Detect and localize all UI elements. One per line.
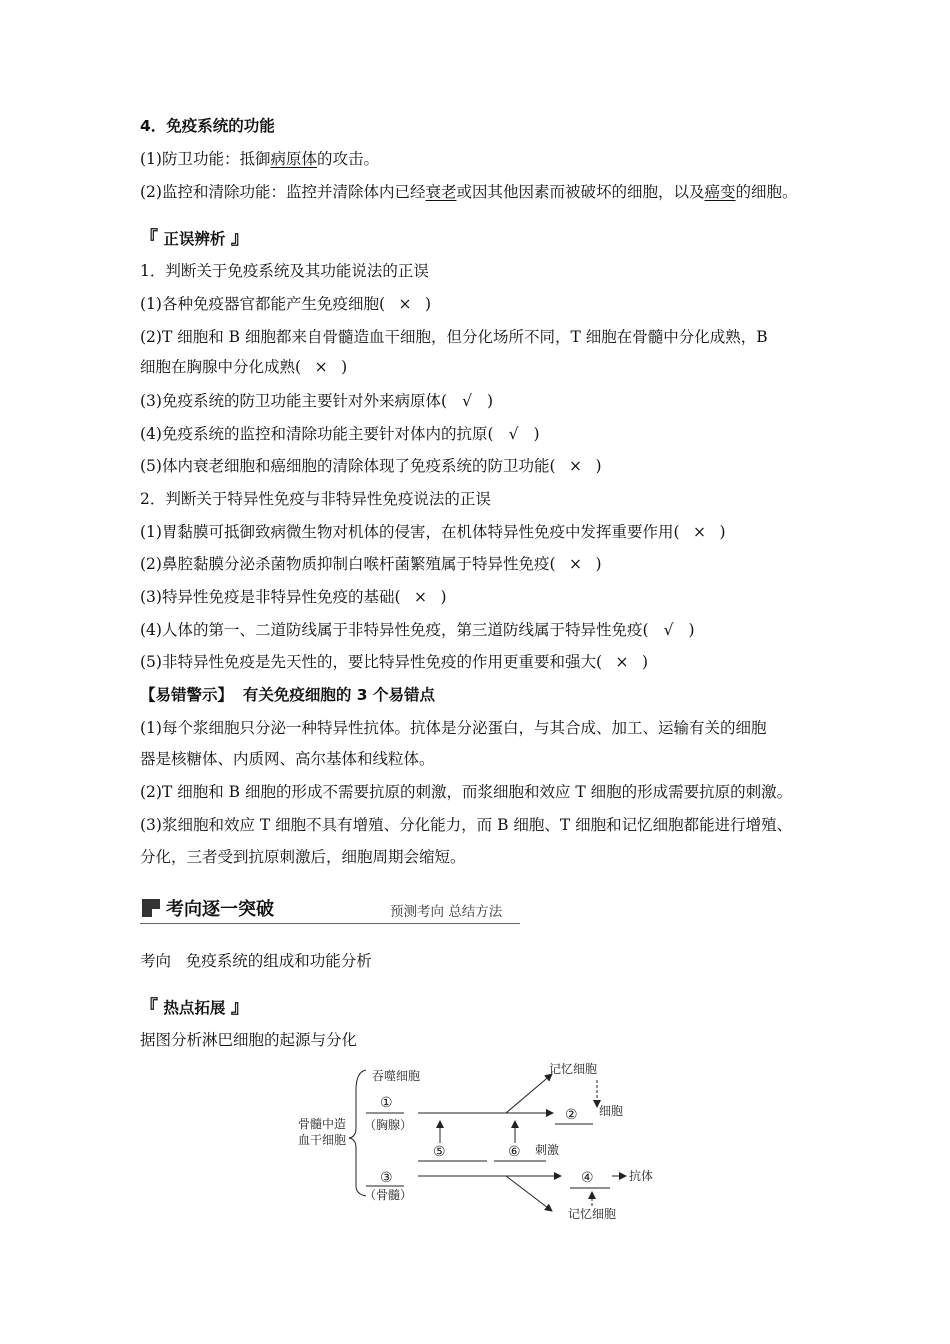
memory-cell-top: 记忆细胞 bbox=[549, 1062, 598, 1076]
node-2: ② bbox=[565, 1107, 578, 1123]
node-2-suffix: 细胞 bbox=[599, 1104, 624, 1118]
source-label: 血干细胞 bbox=[298, 1133, 347, 1147]
banner-subtitle: 预测考向 总结方法 bbox=[390, 904, 503, 920]
question-1-title: 1．判断关于免疫系统及其功能说法的正误 bbox=[140, 262, 429, 280]
phagocyte-label: 吞噬细胞 bbox=[372, 1069, 421, 1083]
correction-tag: 『 正误辨析 』 bbox=[140, 228, 249, 249]
judgement-item: (4)免疫系统的监控和清除功能主要针对体内的抗原( √ ) bbox=[140, 425, 540, 443]
section-title: 4．免疫系统的功能 bbox=[140, 117, 275, 135]
memory-cell-bottom: 记忆细胞 bbox=[568, 1207, 617, 1221]
judgement-item: (5)体内衰老细胞和癌细胞的清除体现了免疫系统的防卫功能( × ) bbox=[140, 457, 602, 475]
warning-line: (2)T 细胞和 B 细胞的形成不需要抗原的刺激，而浆细胞和效应 T 细胞的形成需要抗原的刺激。 bbox=[140, 783, 793, 801]
warning-heading: 【易错警示】 有关免疫细胞的 3 个易错点 bbox=[140, 686, 435, 704]
judgement-item: (1)各种免疫器官都能产生免疫细胞( × ) bbox=[140, 295, 432, 313]
antibody-label: 抗体 bbox=[629, 1169, 654, 1183]
node-6: ⑥ bbox=[508, 1144, 521, 1160]
source-label: 骨髓中造 bbox=[298, 1117, 347, 1131]
judgement-item: (3)免疫系统的防卫功能主要针对外来病原体( √ ) bbox=[140, 392, 494, 410]
warning-line: (1)每个浆细胞只分泌一种特异性抗体。抗体是分泌蛋白，与其合成、加工、运输有关的细胞 bbox=[140, 719, 767, 737]
hotspot-intro: 据图分析淋巴细胞的起源与分化 bbox=[140, 1031, 358, 1049]
node-1: ① bbox=[380, 1095, 393, 1111]
node-3: ③ bbox=[380, 1170, 393, 1186]
judgement-item: (5)非特异性免疫是先天性的，要比特异性免疫的作用更重要和强大( × ) bbox=[140, 653, 649, 671]
brace bbox=[349, 1070, 366, 1196]
judgement-item: (2)鼻腔黏膜分泌杀菌物质抑制白喉杆菌繁殖属于特异性免疫( × ) bbox=[140, 555, 602, 573]
node-5: ⑤ bbox=[433, 1144, 446, 1160]
topic-heading: 考向 免疫系统的组成和功能分析 bbox=[140, 952, 372, 970]
judgement-item: (4)人体的第一、二道防线属于非特异性免疫，第三道防线属于特异性免疫( √ ) bbox=[140, 621, 695, 639]
function-item-2: (2)监控和清除功能：监控并清除体内已经衰老或因其他因素而被破坏的细胞，以及癌变的细胞。 bbox=[140, 183, 798, 201]
bone-marrow-label: （骨髓） bbox=[364, 1188, 413, 1202]
warning-line: (3)浆细胞和效应 T 细胞不具有增殖、分化能力，而 B 细胞、T 细胞和记忆细胞都能进行增殖、 bbox=[140, 816, 793, 834]
warning-line: 器是核糖体、内质网、高尔基体和线粒体。 bbox=[140, 750, 435, 768]
judgement-item: (2)T 细胞和 B 细胞都来自骨髓造血干细胞，但分化场所不同，T 细胞在骨髓中分化成熟，B bbox=[140, 328, 768, 346]
to-memory-top bbox=[506, 1074, 552, 1113]
question-2-title: 2．判断关于特异性免疫与非特异性免疫说法的正误 bbox=[140, 490, 491, 508]
thymus-label: （胸腺） bbox=[364, 1118, 413, 1132]
judgement-item: 细胞在胸腺中分化成熟( × ) bbox=[140, 358, 348, 376]
to-memory-bottom bbox=[506, 1176, 552, 1211]
judgement-item: (1)胃黏膜可抵御致病微生物对机体的侵害，在机体特异性免疫中发挥重要作用( × ) bbox=[140, 523, 726, 541]
banner-title: 考向逐一突破 bbox=[166, 899, 274, 920]
judgement-item: (3)特异性免疫是非特异性免疫的基础( × ) bbox=[140, 588, 447, 606]
stimulus-label: 刺激 bbox=[535, 1143, 560, 1157]
hotspot-tag: 『 热点拓展 』 bbox=[140, 997, 249, 1018]
function-item-1: (1)防卫功能：抵御病原体的攻击。 bbox=[140, 150, 379, 168]
warning-line: 分化，三者受到抗原刺激后，细胞周期会缩短。 bbox=[140, 848, 466, 866]
node-4: ④ bbox=[581, 1170, 594, 1186]
